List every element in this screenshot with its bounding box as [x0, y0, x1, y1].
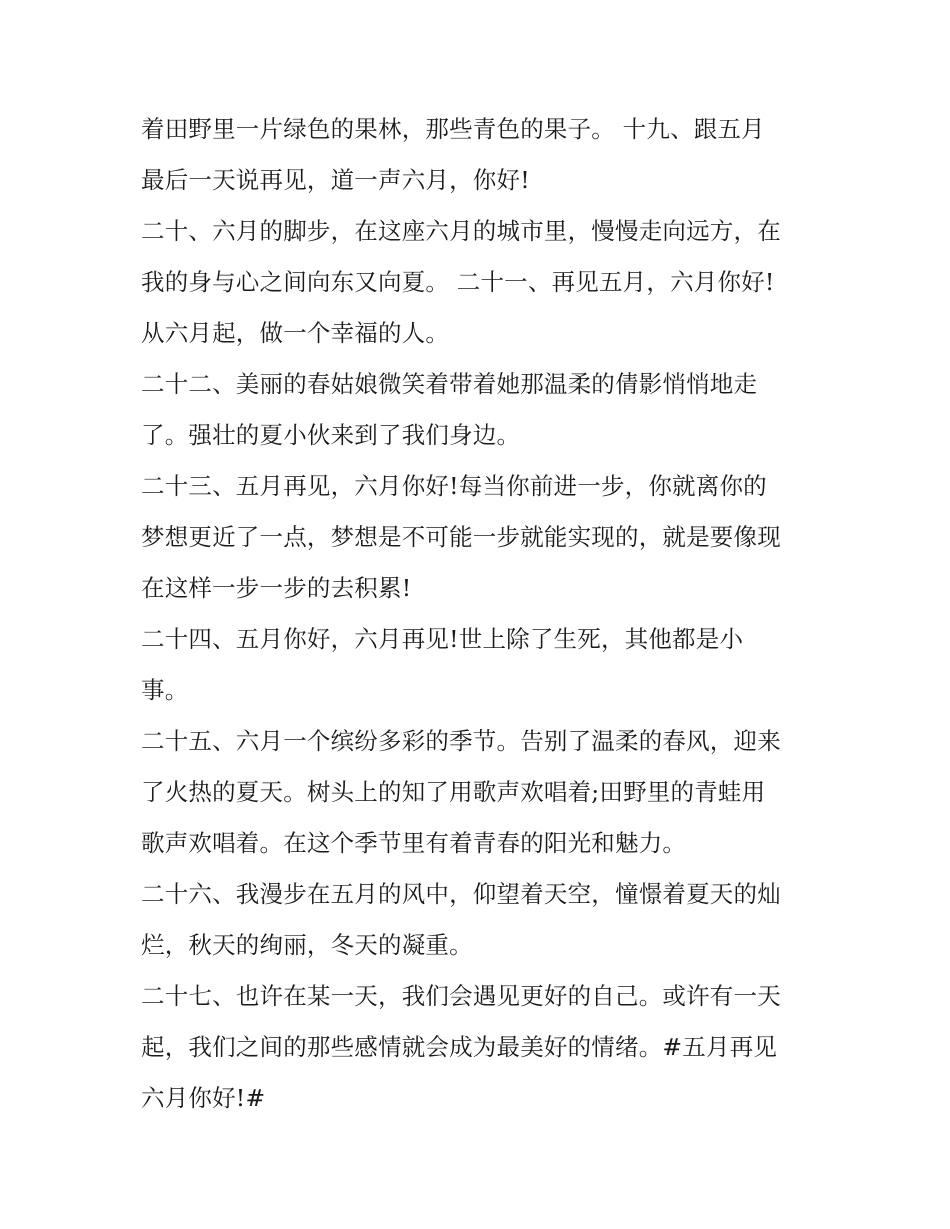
text-line: 了。强壮的夏小伙来到了我们身边。 — [141, 421, 521, 449]
text-line: 最后一天说再见，道一声六月，你好! — [141, 166, 530, 194]
text-line: 梦想更近了一点，梦想是不可能一步就能实现的，就是要像现 — [141, 523, 781, 551]
text-line: 着田野里一片绿色的果林，那些青色的果子。 十九、跟五月 — [141, 115, 765, 143]
text-line: 六月你好!# — [141, 1084, 266, 1112]
text-line: 我的身与心之间向东又向夏。 二十一、再见五月，六月你好! — [141, 268, 775, 296]
text-line: 二十五、六月一个缤纷多彩的季节。告别了温柔的春风，迎来 — [141, 727, 781, 755]
text-line: 起，我们之间的那些感情就会成为最美好的情绪。#五月再见 — [141, 1033, 778, 1061]
text-line: 烂，秋天的绚丽，冬天的凝重。 — [141, 931, 473, 959]
text-line: 在这样一步一步的去积累! — [141, 574, 412, 602]
text-line: 二十六、我漫步在五月的风中，仰望着天空，憧憬着夏天的灿 — [141, 880, 781, 908]
text-line: 了火热的夏天。树头上的知了用歌声欢唱着;田野里的青蛙用 — [141, 778, 766, 806]
text-line: 二十四、五月你好，六月再见!世上除了生死，其他都是小 — [141, 625, 744, 653]
text-line: 二十、六月的脚步，在这座六月的城市里，慢慢走向远方，在 — [141, 217, 781, 245]
document-body — [141, 104, 821, 1124]
text-line: 从六月起，做一个幸福的人。 — [141, 319, 450, 347]
text-line: 二十七、也许在某一天，我们会遇见更好的自己。或许有一天 — [141, 982, 781, 1010]
text-line: 二十三、五月再见，六月你好!每当你前进一步，你就离你的 — [141, 472, 767, 500]
text-line: 歌声欢唱着。在这个季节里有着青春的阳光和魅力。 — [141, 829, 687, 857]
text-line: 二十二、美丽的春姑娘微笑着带着她那温柔的倩影悄悄地走 — [141, 370, 758, 398]
text-line: 事。 — [141, 676, 189, 704]
